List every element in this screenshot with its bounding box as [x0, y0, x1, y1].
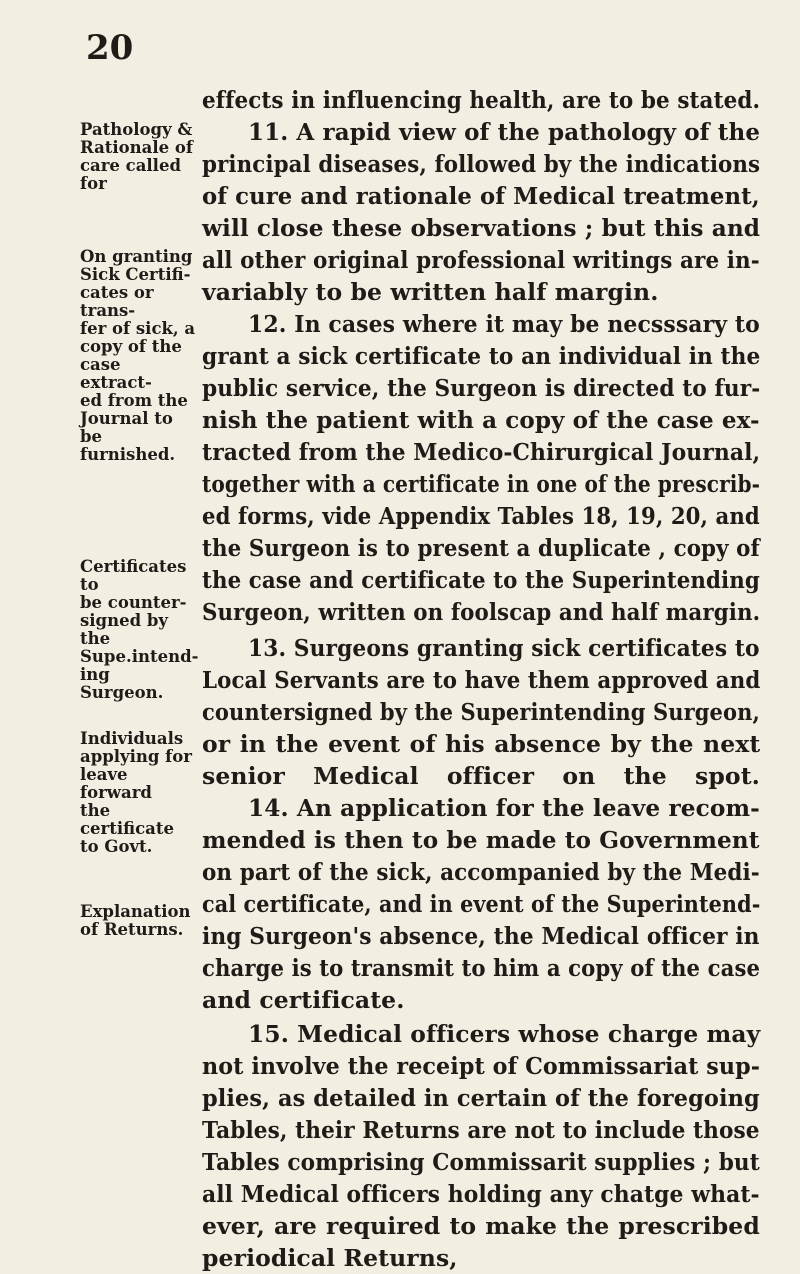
- body-line: the case and certificate to the Superintending: [202, 566, 760, 594]
- body-line: the Surgeon is to present a duplicate , copy of: [202, 534, 760, 562]
- body-line: and certificate.: [202, 986, 405, 1014]
- body-line: together with a certificate in one of the prescrib-: [202, 470, 761, 498]
- body-line: variably to be written half margin.: [202, 278, 659, 306]
- body-line: ed forms, vide Appendix Tables 18, 19, 20, and: [202, 502, 760, 530]
- body-line: all Medical officers holding any chatge what-: [202, 1180, 760, 1208]
- body-line: senior Medical officer on the spot.: [202, 762, 760, 790]
- body-line: not involve the receipt of Commissariat sup-: [202, 1052, 761, 1080]
- body-line: countersigned by the Superintending Surgeon,: [202, 698, 760, 726]
- body-line: 11. A rapid view of the pathology of the: [248, 118, 761, 146]
- page-number: 20: [86, 28, 134, 68]
- margin-note-returns: Explanation of Returns.: [80, 902, 191, 939]
- body-line: 15. Medical officers whose charge may: [248, 1020, 761, 1048]
- body-line: Local Servants are to have them approved and: [202, 666, 761, 694]
- body-line: ever, are required to make the prescribed: [202, 1212, 760, 1240]
- margin-note-leave-forward: Individuals applying for leave forward the certificate to Govt.: [80, 729, 192, 856]
- body-line: plies, as detailed in certain of the foregoing: [202, 1084, 760, 1112]
- body-line: Tables comprising Commissarit supplies ; but: [202, 1148, 760, 1176]
- body-line: principal diseases, followed by the indications: [202, 150, 761, 178]
- margin-note-pathology: Pathology & Rationale of care called for: [80, 120, 193, 193]
- body-line: public service, the Surgeon is directed to fur-: [202, 374, 761, 402]
- body-line: 13. Surgeons granting sick certificates to: [248, 634, 760, 662]
- body-line: charge is to transmit to him a copy of the case: [202, 954, 761, 982]
- body-line: Surgeon, written on foolscap and half margin.: [202, 598, 761, 626]
- body-line: all other original professional writings are in-: [202, 246, 760, 274]
- body-line: of cure and rationale of Medical treatment,: [202, 182, 760, 210]
- body-line: ing Surgeon's absence, the Medical officer in: [202, 922, 760, 950]
- body-line: 14. An application for the leave recom-: [248, 794, 760, 822]
- margin-note-sick-certificates: On granting Sick Certifi- cates or trans- fer of sick, a copy of the case extract- ed from the Journal to be furnished.: [80, 247, 196, 464]
- body-line: mended is then to be made to Government: [202, 826, 760, 854]
- body-line: nish the patient with a copy of the case ex-: [202, 406, 760, 434]
- body-line: effects in influencing health, are to be stated.: [202, 86, 761, 114]
- body-line: periodical Returns,: [202, 1244, 458, 1272]
- margin-note-countersigned: Certificates to be counter- signed by the Supe.intend- ing Surgeon.: [80, 557, 199, 702]
- body-line: or in the event of his absence by the next: [202, 730, 761, 758]
- body-line: on part of the sick, accompanied by the Medi-: [202, 858, 760, 886]
- body-line: 12. In cases where it may be necsssary to: [248, 310, 760, 338]
- body-line: tracted from the Medico-Chirurgical Journal,: [202, 438, 761, 466]
- body-line: Tables, their Returns are not to include those: [202, 1116, 760, 1144]
- body-line: will close these observations ; but this and: [202, 214, 761, 242]
- body-line: grant a sick certificate to an individual in the: [202, 342, 761, 370]
- body-line: cal certificate, and in event of the Superintend-: [202, 890, 761, 918]
